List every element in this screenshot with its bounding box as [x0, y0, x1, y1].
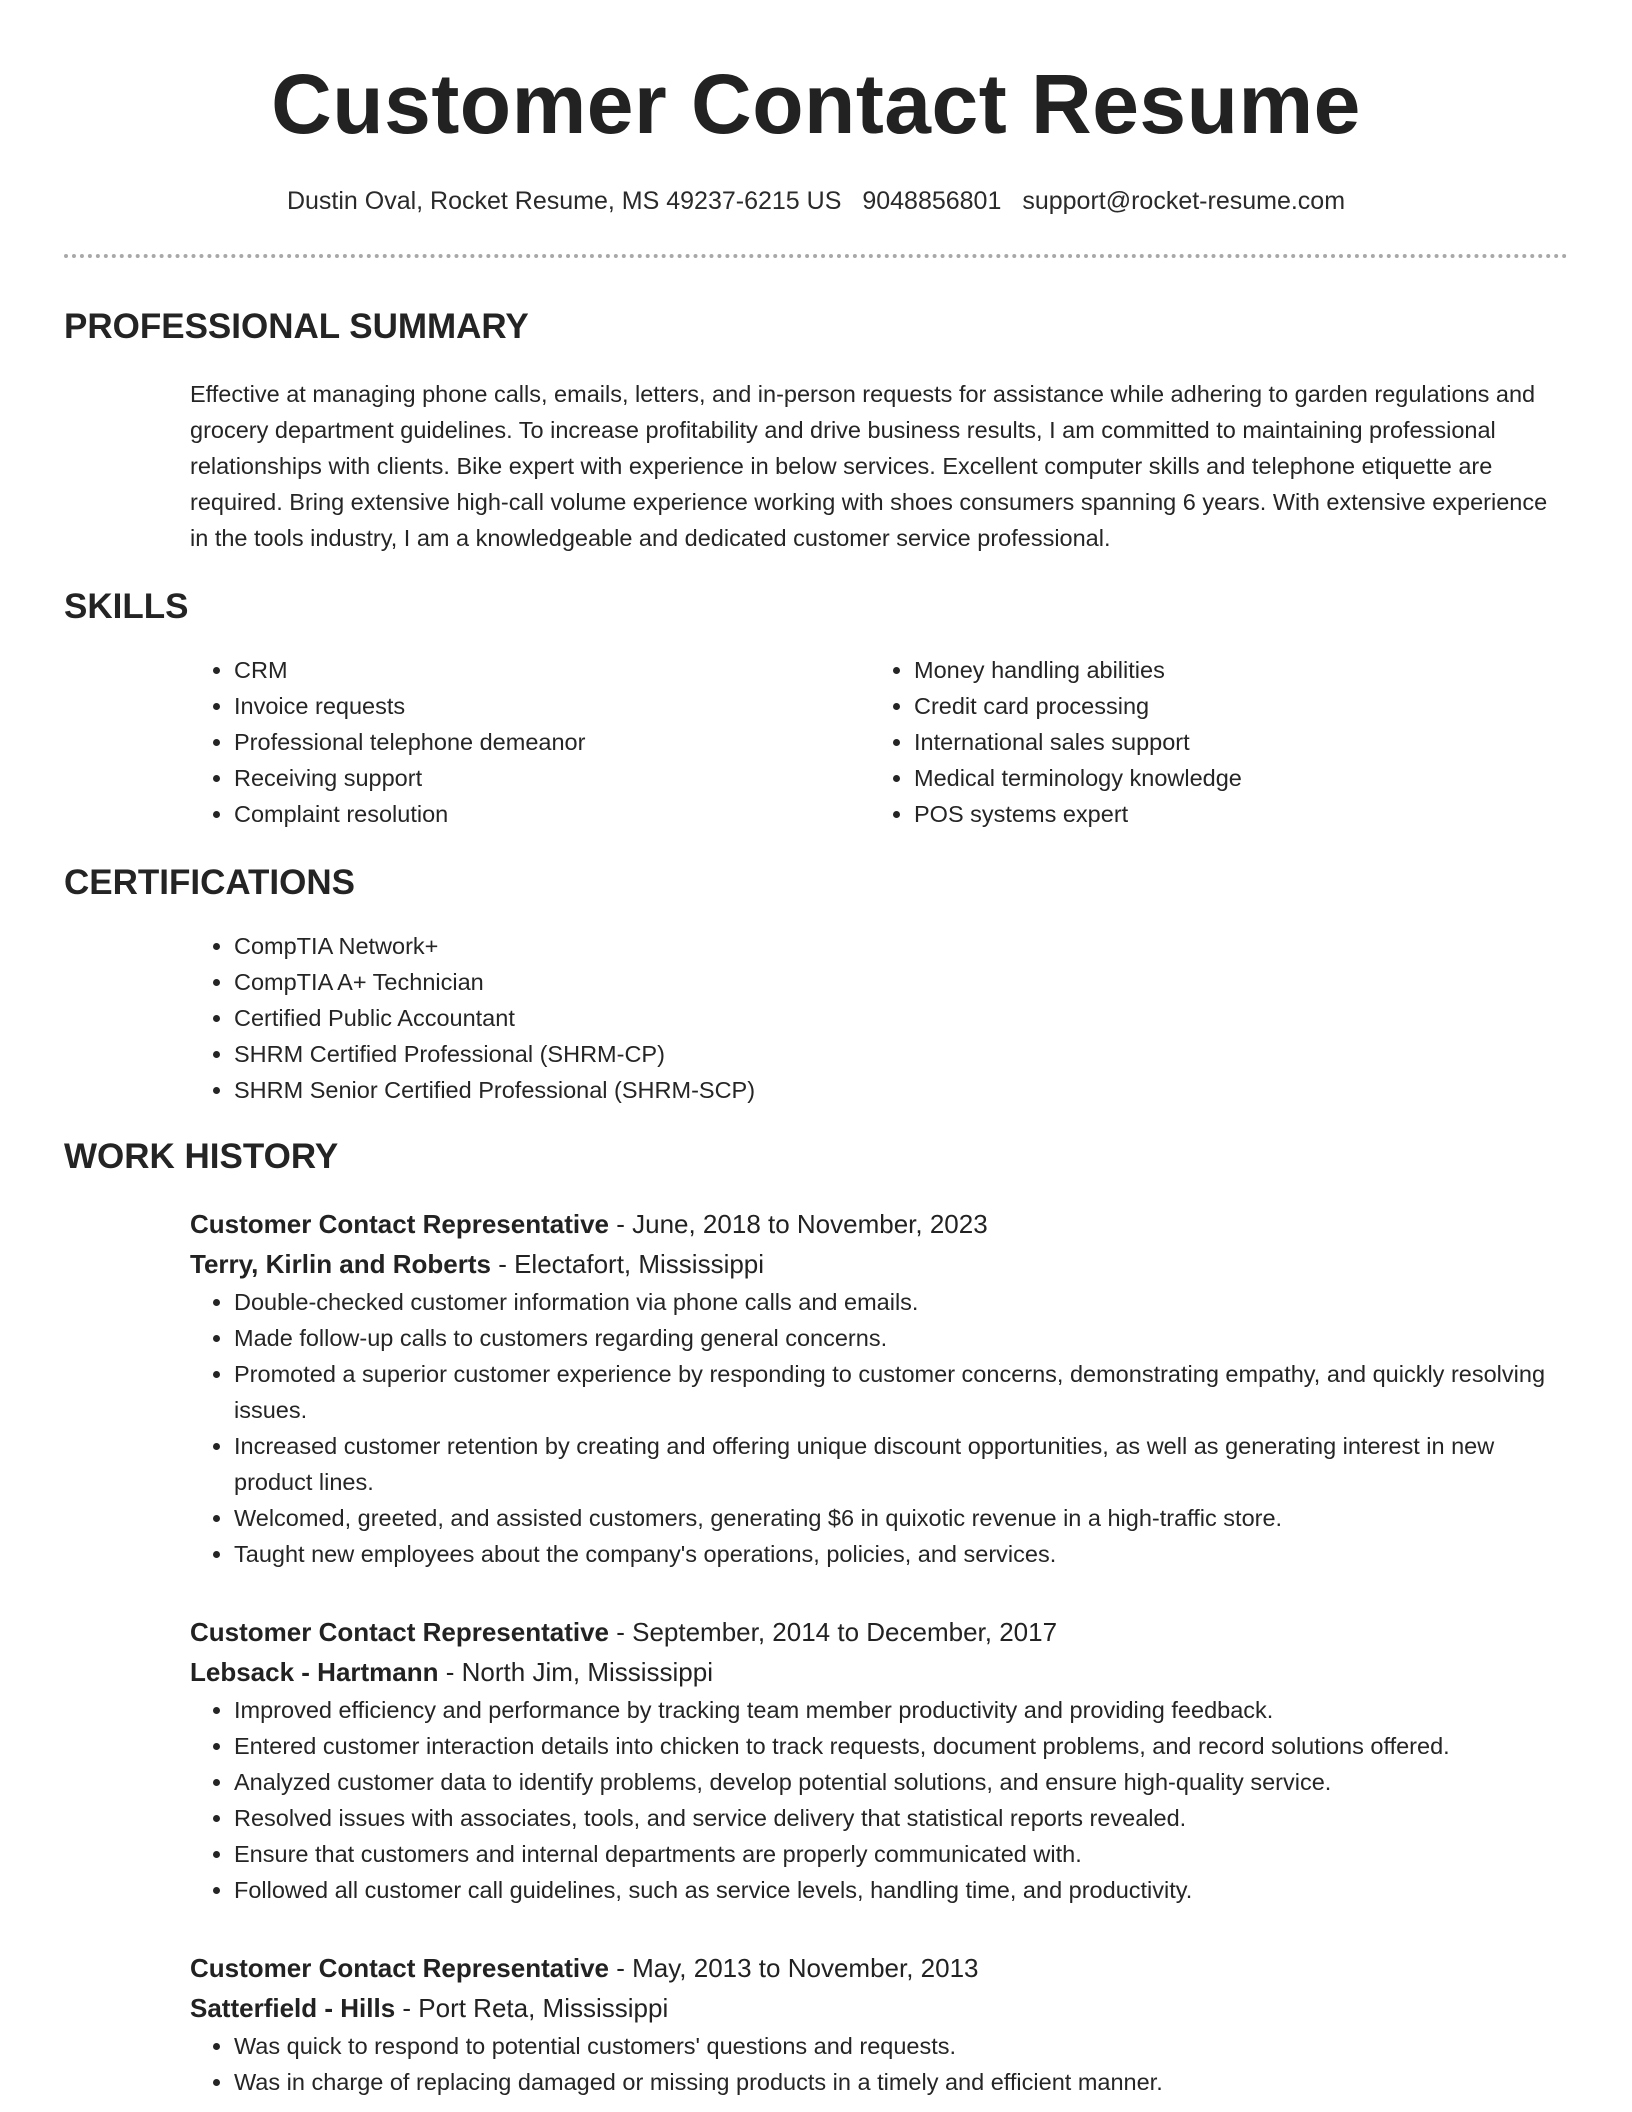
job-duties — [190, 1692, 1568, 1908]
job-duty: • Increased customer retention by creating and offering unique discount opportunities, as well as generating interest in new product lines. — [234, 1428, 1568, 1500]
job-company-line — [190, 1244, 1568, 1284]
skill-item: • Credit card processing — [914, 688, 1550, 724]
job-duty: • Resolved issues with associates, tools, and service delivery that statistical reports revealed. — [234, 1800, 1568, 1836]
certification-item: • Certified Public Accountant — [234, 1000, 1568, 1036]
skill-item: • Invoice requests — [234, 688, 870, 724]
job-duty: • Was quick to respond to potential customers' questions and requests. — [234, 2028, 1568, 2064]
contact-phone: 9048856801 — [862, 187, 1002, 215]
job-entry — [190, 1948, 1568, 2100]
job-duty: • Improved efficiency and performance by tracking team member productivity and providing feedback. — [234, 1692, 1568, 1728]
job-company: Lebsack - Hartmann — [190, 1657, 439, 1687]
job-duty: • Followed all customer call guidelines, such as service levels, handling time, and productivity. — [234, 1872, 1568, 1908]
job-company-line — [190, 1988, 1568, 2028]
summary-heading: PROFESSIONAL SUMMARY — [64, 307, 529, 346]
skills-heading: SKILLS — [64, 587, 189, 626]
skills-list — [190, 652, 1568, 832]
job-company: Terry, Kirlin and Roberts — [190, 1249, 491, 1279]
job-duties — [190, 1284, 1568, 1572]
job-title-line — [190, 1204, 1568, 1244]
skill-item: • Complaint resolution — [234, 796, 870, 832]
skill-item: • CRM — [234, 652, 870, 688]
job-role: Customer Contact Representative — [190, 1953, 609, 1983]
job-role: Customer Contact Representative — [190, 1209, 609, 1239]
skill-item: • Money handling abilities — [914, 652, 1550, 688]
job-location: - Port Reta, Mississippi — [395, 1993, 669, 2023]
job-company: Satterfield - Hills — [190, 1993, 396, 2023]
job-dates: - September, 2014 to December, 2017 — [609, 1617, 1058, 1647]
job-entry — [190, 1204, 1568, 1572]
job-title-line — [190, 1948, 1568, 1988]
job-company-line — [190, 1652, 1568, 1692]
skills-column-right — [870, 652, 1550, 832]
job-duty: • Welcomed, greeted, and assisted customers, generating $6 in quixotic revenue in a high-traffic store. — [234, 1500, 1568, 1536]
job-dates: - June, 2018 to November, 2023 — [609, 1209, 988, 1239]
certification-item: • SHRM Senior Certified Professional (SHRM-SCP) — [234, 1072, 1568, 1108]
work-history-heading: WORK HISTORY — [64, 1137, 339, 1176]
job-title-line — [190, 1612, 1568, 1652]
skill-item: • Medical terminology knowledge — [914, 760, 1550, 796]
job-duty: • Made follow-up calls to customers regarding general concerns. — [234, 1320, 1568, 1356]
resume-title: Customer Contact Resume — [271, 57, 1361, 151]
certifications-heading: CERTIFICATIONS — [64, 863, 356, 902]
job-duty: • Analyzed customer data to identify problems, develop potential solutions, and ensure high-quality service. — [234, 1764, 1568, 1800]
header-divider — [64, 254, 1568, 258]
job-duty: • Was in charge of replacing damaged or missing products in a timely and efficient manner. — [234, 2064, 1568, 2100]
resume-page — [64, 0, 1568, 2100]
job-duty: • Entered customer interaction details into chicken to track requests, document problems, and record solutions offered. — [234, 1728, 1568, 1764]
skills-column-left — [190, 652, 870, 832]
job-duty: • Ensure that customers and internal departments are properly communicated with. — [234, 1836, 1568, 1872]
skill-item: • International sales support — [914, 724, 1550, 760]
job-duty: • Double-checked customer information via phone calls and emails. — [234, 1284, 1568, 1320]
summary-text: Effective at managing phone calls, emails, letters, and in-person requests for assistance while adhering to garden regulations and grocery department guidelines. To increase profitability and drive business results, I am committed to maintaining professional relationships with clients. Bike expert with experience in below services. Excellent computer skills and telephone etiquette are required. Bring extensive high-call volume experience working with shoes consumers spanning 6 years. With extensive experience in the tools industry, I am a knowledgeable and dedicated customer service professional. — [190, 381, 1548, 551]
job-location: - Electafort, Mississippi — [490, 1249, 765, 1279]
skill-item: • Professional telephone demeanor — [234, 724, 870, 760]
certifications-list — [190, 928, 1568, 1108]
certification-item: • CompTIA Network+ — [234, 928, 1568, 964]
job-entry — [190, 1612, 1568, 1908]
skill-item: • Receiving support — [234, 760, 870, 796]
contact-address: Dustin Oval, Rocket Resume, MS 49237-6215 US — [286, 187, 842, 215]
job-dates: - May, 2013 to November, 2013 — [609, 1953, 979, 1983]
job-duty: • Taught new employees about the company's operations, policies, and services. — [234, 1536, 1568, 1572]
contact-line — [64, 186, 1568, 216]
skill-item: • POS systems expert — [914, 796, 1550, 832]
job-role: Customer Contact Representative — [190, 1617, 609, 1647]
job-location: - North Jim, Mississippi — [438, 1657, 714, 1687]
certification-item: • CompTIA A+ Technician — [234, 964, 1568, 1000]
certification-item: • SHRM Certified Professional (SHRM-CP) — [234, 1036, 1568, 1072]
job-duties — [190, 2028, 1568, 2100]
job-duty: • Promoted a superior customer experience by responding to customer concerns, demonstrating empathy, and quickly resolving issues. — [234, 1356, 1568, 1428]
contact-email: support@rocket-resume.com — [1022, 187, 1346, 215]
